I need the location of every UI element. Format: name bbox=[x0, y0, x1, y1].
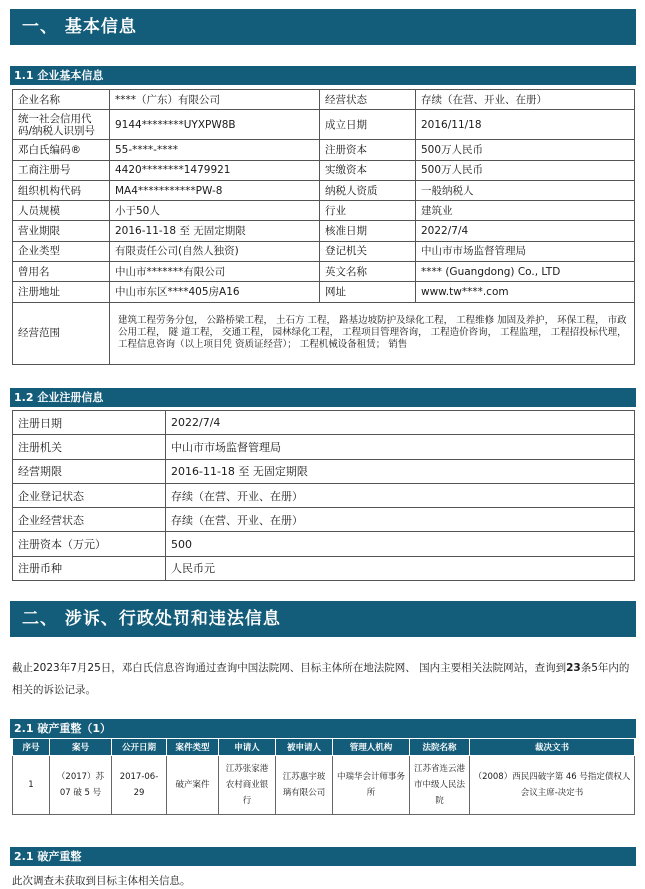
field-label: 统一社会信用代码/纳税人识别号 bbox=[13, 110, 110, 140]
table-cell: （2017）苏07 破 5 号 bbox=[50, 756, 112, 815]
field-value: 中山市市场监督管理局 bbox=[416, 241, 635, 261]
table-cell: 2017-06-29 bbox=[112, 756, 167, 815]
basic-info-table bbox=[12, 89, 635, 365]
field-label: 注册日期 bbox=[13, 411, 166, 435]
field-value: 存续（在营、开业、在册） bbox=[166, 483, 635, 507]
intro-text: 截止2023年7月25日，邓白氏信息咨询通过查询中国法院网、目标主体所在地法院网、 国内主要相关法院网站，查询到 bbox=[12, 662, 567, 674]
field-label: 实缴资本 bbox=[320, 160, 416, 180]
table-cell: 江苏惠宇玻璃有限公司 bbox=[276, 756, 333, 815]
field-value: 9144********UYXPW8B bbox=[110, 110, 320, 140]
registration-table bbox=[12, 410, 635, 581]
column-header: 被申请人 bbox=[276, 739, 333, 756]
basic-info-row bbox=[13, 262, 635, 282]
basic-info-row bbox=[13, 180, 635, 200]
basic-info-row bbox=[13, 221, 635, 241]
field-value: 一般纳税人 bbox=[416, 180, 635, 200]
table-cell: 江苏省连云港市中级人民法院 bbox=[410, 756, 470, 815]
field-label: 经营状态 bbox=[320, 90, 416, 110]
field-label: 人员规模 bbox=[13, 201, 110, 221]
field-value: 中山市*******有限公司 bbox=[110, 262, 320, 282]
table-cell: 江苏张家港农村商业银行 bbox=[219, 756, 276, 815]
table-cell: （2008）西民四破字第 46 号指定债权人会议主席-决定书 bbox=[470, 756, 635, 815]
field-label: 邓白氏编码® bbox=[13, 140, 110, 160]
section-basic-info-header: 一、 基本信息 bbox=[10, 9, 636, 45]
litigation-count: 23 bbox=[566, 662, 581, 674]
registration-row bbox=[13, 459, 635, 483]
field-label: 营业期限 bbox=[13, 221, 110, 241]
bankruptcy-subheader: 2.1 破产重整（1） bbox=[10, 719, 636, 738]
field-label: 英文名称 bbox=[320, 262, 416, 282]
basic-info-row bbox=[13, 90, 635, 110]
field-value: 建筑业 bbox=[416, 201, 635, 221]
bankruptcy-table bbox=[12, 738, 635, 815]
column-header: 案号 bbox=[50, 739, 112, 756]
field-label: 经营期限 bbox=[13, 459, 166, 483]
column-header: 裁决文书 bbox=[470, 739, 635, 756]
field-label: 纳税人资质 bbox=[320, 180, 416, 200]
field-value: 2016-11-18 至 无固定期限 bbox=[110, 221, 320, 241]
basic-info-row bbox=[13, 201, 635, 221]
intro-text-end: 条5年内的相关的诉讼记录。 bbox=[12, 662, 630, 696]
basic-info-row bbox=[13, 110, 635, 140]
field-value: 存续（在营、开业、在册） bbox=[166, 508, 635, 532]
field-label: 工商注册号 bbox=[13, 160, 110, 180]
field-label: 注册币种 bbox=[13, 556, 166, 580]
table-cell: 中瑞华会计师事务所 bbox=[333, 756, 410, 815]
field-label: 成立日期 bbox=[320, 110, 416, 140]
column-header: 管理人机构 bbox=[333, 739, 410, 756]
field-label: 企业经营状态 bbox=[13, 508, 166, 532]
basic-info-row bbox=[13, 140, 635, 160]
field-label: 注册资本 bbox=[320, 140, 416, 160]
field-label: 企业登记状态 bbox=[13, 483, 166, 507]
table-cell: 1 bbox=[13, 756, 50, 815]
field-value: www.tw****.com bbox=[416, 282, 635, 302]
field-label: 登记机关 bbox=[320, 241, 416, 261]
field-value: 2022/7/4 bbox=[416, 221, 635, 241]
registration-row bbox=[13, 411, 635, 435]
field-label: 企业名称 bbox=[13, 90, 110, 110]
field-value: 500 bbox=[166, 532, 635, 556]
field-value: 有限责任公司(自然人独资) bbox=[110, 241, 320, 261]
bankruptcy-header-row bbox=[13, 739, 635, 756]
field-value: 2016-11-18 至 无固定期限 bbox=[166, 459, 635, 483]
scope-text: 建筑工程劳务分包， 公路桥梁工程， 土石方 工程， 路基边坡防护及绿化工程， 工程维修 加固及养护， 环保工程， 市政公用工程， 隧 道工程， 交通工程， 园林绿化工程， 工程项目管理咨询， 工程造价咨询， 工程监理， 工程招投标代理， 工程信息咨询（以上项目凭 资质证经营）； 工程机械设备租赁； 销售 bbox=[110, 302, 635, 364]
field-label: 注册资本（万元） bbox=[13, 532, 166, 556]
basic-info-row bbox=[13, 282, 635, 302]
column-header: 申请人 bbox=[219, 739, 276, 756]
registration-row bbox=[13, 483, 635, 507]
field-label: 注册机关 bbox=[13, 435, 166, 459]
field-label: 注册地址 bbox=[13, 282, 110, 302]
no-info-note: 此次调查未获取到目标主体相关信息。 bbox=[12, 875, 191, 887]
column-header: 序号 bbox=[13, 739, 50, 756]
field-value: 500万人民币 bbox=[416, 140, 635, 160]
field-label: 组织机构代码 bbox=[13, 180, 110, 200]
field-value: 2022/7/4 bbox=[166, 411, 635, 435]
field-value: ****（广东）有限公司 bbox=[110, 90, 320, 110]
table-cell: 破产案件 bbox=[167, 756, 219, 815]
column-header: 案件类型 bbox=[167, 739, 219, 756]
litigation-intro bbox=[12, 657, 632, 701]
field-value: 人民币元 bbox=[166, 556, 635, 580]
scope-label: 经营范围 bbox=[13, 302, 110, 364]
field-value: 中山市东区****405房A16 bbox=[110, 282, 320, 302]
field-label: 行业 bbox=[320, 201, 416, 221]
field-value: **** (Guangdong) Co., LTD bbox=[416, 262, 635, 282]
field-label: 企业类型 bbox=[13, 241, 110, 261]
registration-row bbox=[13, 508, 635, 532]
column-header: 公开日期 bbox=[112, 739, 167, 756]
basic-info-row bbox=[13, 160, 635, 180]
registration-row bbox=[13, 435, 635, 459]
field-value: MA4***********PW-8 bbox=[110, 180, 320, 200]
registration-row bbox=[13, 556, 635, 580]
field-value: 500万人民币 bbox=[416, 160, 635, 180]
registration-subheader: 1.2 企业注册信息 bbox=[10, 388, 636, 407]
bankruptcy-subheader-2: 2.1 破产重整 bbox=[10, 847, 636, 866]
table-row bbox=[13, 756, 635, 815]
field-label: 核准日期 bbox=[320, 221, 416, 241]
field-value: 2016/11/18 bbox=[416, 110, 635, 140]
field-value: 55-****-**** bbox=[110, 140, 320, 160]
basic-info-row bbox=[13, 241, 635, 261]
registration-row bbox=[13, 532, 635, 556]
scope-row bbox=[13, 302, 635, 364]
column-header: 法院名称 bbox=[410, 739, 470, 756]
section-litigation-header: 二、 涉诉、行政处罚和违法信息 bbox=[10, 601, 636, 637]
field-label: 网址 bbox=[320, 282, 416, 302]
field-value: 存续（在营、开业、在册） bbox=[416, 90, 635, 110]
field-value: 4420********1479921 bbox=[110, 160, 320, 180]
field-value: 小于50人 bbox=[110, 201, 320, 221]
basic-info-subheader: 1.1 企业基本信息 bbox=[10, 66, 636, 85]
field-label: 曾用名 bbox=[13, 262, 110, 282]
field-value: 中山市市场监督管理局 bbox=[166, 435, 635, 459]
